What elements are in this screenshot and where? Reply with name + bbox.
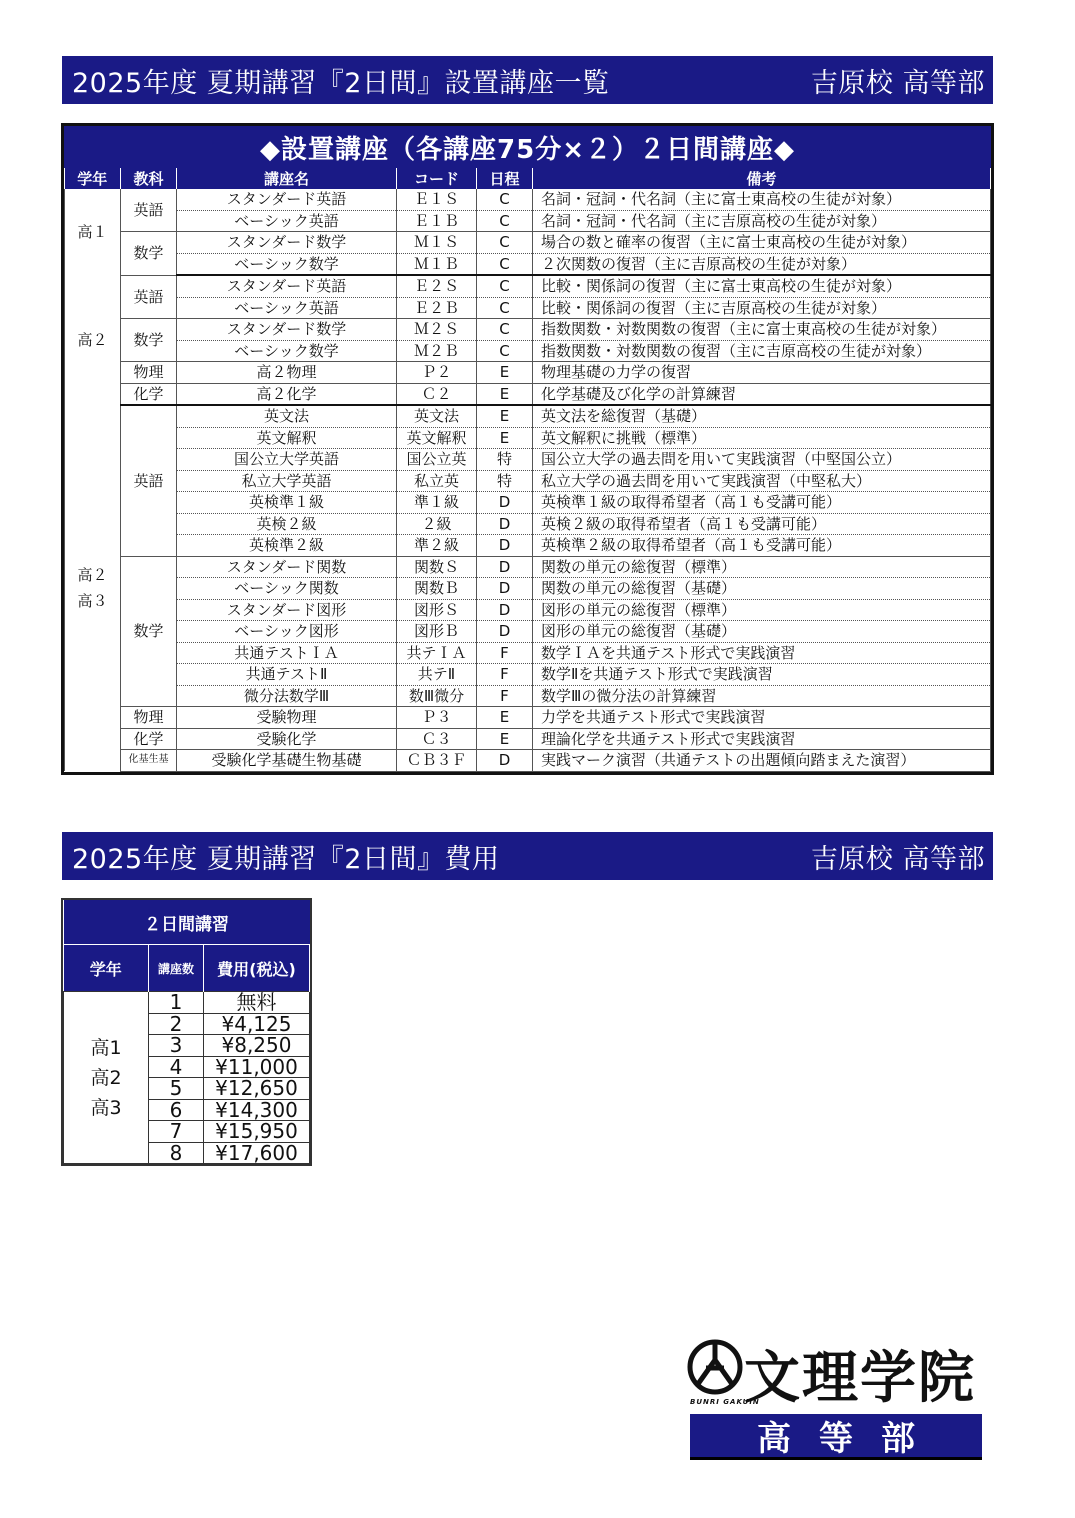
- fee-amount-cell: ¥4,125: [204, 1013, 310, 1035]
- subject-cell: 化学: [121, 728, 177, 750]
- code-cell: Ｅ１Ｂ: [397, 210, 477, 232]
- fee-count-cell: 2: [149, 1013, 204, 1035]
- course-name-cell: スタンダード関数: [177, 556, 397, 578]
- note-cell: 国公立大学の過去問を用いて実践演習（中堅国公立）: [533, 449, 991, 471]
- schedule-cell: F: [477, 685, 533, 707]
- banner-title: 2025年度 夏期講習『2日間』費用: [72, 843, 500, 875]
- course-table-box: [61, 123, 994, 775]
- code-cell: 関数Ｓ: [397, 556, 477, 578]
- code-cell: Ｍ２Ｂ: [397, 340, 477, 362]
- fee-amount-cell: ¥17,600: [204, 1142, 310, 1164]
- fee-amount-cell: ¥12,650: [204, 1078, 310, 1100]
- fee-table: [63, 900, 310, 1164]
- note-cell: 図形の単元の総復習（基礎）: [533, 621, 991, 643]
- table-row: [65, 449, 991, 471]
- schedule-cell: C: [477, 297, 533, 319]
- header-subject: 教科: [121, 168, 177, 189]
- grade-cell: 高１: [65, 189, 121, 275]
- table-row: [65, 340, 991, 362]
- note-cell: 関数の単元の総復習（標準）: [533, 556, 991, 578]
- schedule-cell: 特: [477, 449, 533, 471]
- grade-cell: 高２ 高３: [65, 405, 121, 771]
- schedule-cell: D: [477, 621, 533, 643]
- course-table: [64, 168, 991, 772]
- subject-cell: 英語: [121, 275, 177, 319]
- code-cell: 数Ⅲ微分: [397, 685, 477, 707]
- note-cell: 化学基礎及び化学の計算練習: [533, 383, 991, 405]
- course-name-cell: 高２物理: [177, 362, 397, 384]
- schedule-cell: D: [477, 599, 533, 621]
- course-name-cell: 共通テストⅡ: [177, 664, 397, 686]
- code-cell: ２級: [397, 513, 477, 535]
- subject-cell: 英語: [121, 405, 177, 556]
- table-row: [65, 253, 991, 275]
- table-row: [65, 492, 991, 514]
- course-name-cell: 国公立大学英語: [177, 449, 397, 471]
- subject-cell: 英語: [121, 189, 177, 232]
- table-row: [65, 427, 991, 449]
- course-name-cell: ベーシック図形: [177, 621, 397, 643]
- table-row: [65, 750, 991, 772]
- note-cell: 実践マーク演習（共通テストの出題傾向踏まえた演習）: [533, 750, 991, 772]
- code-cell: Ｃ３: [397, 728, 477, 750]
- table-row: [65, 319, 991, 341]
- course-name-cell: 受験化学基礎生物基礎: [177, 750, 397, 772]
- schedule-cell: E: [477, 405, 533, 427]
- fee-amount-cell: ¥14,300: [204, 1099, 310, 1121]
- code-cell: 準２級: [397, 535, 477, 557]
- note-cell: 数学Ⅱを共通テスト形式で実践演習: [533, 664, 991, 686]
- logo-dept: 高等部: [690, 1414, 982, 1460]
- schedule-cell: C: [477, 319, 533, 341]
- subject-cell: 数学: [121, 232, 177, 276]
- fee-amount-cell: 無料: [204, 992, 310, 1014]
- fee-count-cell: 4: [149, 1056, 204, 1078]
- course-name-cell: 英検準２級: [177, 535, 397, 557]
- header-schedule: 日程: [477, 168, 533, 189]
- table-row: [65, 362, 991, 384]
- note-cell: 理論化学を共通テスト形式で実践演習: [533, 728, 991, 750]
- fee-row: [64, 992, 310, 1014]
- code-cell: Ｅ２Ｂ: [397, 297, 477, 319]
- table-row: [65, 405, 991, 427]
- schedule-cell: F: [477, 642, 533, 664]
- table-row: [65, 556, 991, 578]
- course-name-cell: 英検２級: [177, 513, 397, 535]
- course-table-title: ◆設置講座（各講座75分×２）２日間講座◆: [64, 126, 991, 168]
- course-name-cell: スタンダード数学: [177, 232, 397, 254]
- table-row: [65, 728, 991, 750]
- code-cell: 図形Ｓ: [397, 599, 477, 621]
- note-cell: 英検２級の取得希望者（高１も受講可能）: [533, 513, 991, 535]
- schedule-cell: D: [477, 578, 533, 600]
- subject-cell: 数学: [121, 319, 177, 362]
- note-cell: 英検準１級の取得希望者（高１も受講可能）: [533, 492, 991, 514]
- course-name-cell: 私立大学英語: [177, 470, 397, 492]
- logo-name: 文理学院: [744, 1346, 976, 1411]
- code-cell: Ｍ１Ｂ: [397, 253, 477, 275]
- table-row: [65, 470, 991, 492]
- grade-cell: 高２: [65, 275, 121, 405]
- subject-cell: 物理: [121, 362, 177, 384]
- subject-cell: 化基生基: [121, 750, 177, 772]
- logo-mark-icon: [686, 1338, 744, 1396]
- note-cell: 英文解釈に挑戦（標準）: [533, 427, 991, 449]
- code-cell: 英文解釈: [397, 427, 477, 449]
- code-cell: 図形Ｂ: [397, 621, 477, 643]
- school-logo: [686, 1328, 982, 1464]
- note-cell: 数学Ⅲの微分法の計算練習: [533, 685, 991, 707]
- schedule-cell: 特: [477, 470, 533, 492]
- note-cell: 数学ＩＡを共通テスト形式で実践演習: [533, 642, 991, 664]
- fee-header-count: 講座数: [149, 945, 204, 992]
- course-table-header: [65, 168, 991, 189]
- note-cell: 指数関数・対数関数の復習（主に吉原高校の生徒が対象）: [533, 340, 991, 362]
- table-row: [65, 232, 991, 254]
- schedule-cell: D: [477, 535, 533, 557]
- table-row: [65, 297, 991, 319]
- course-name-cell: 英検準１級: [177, 492, 397, 514]
- logo-romaji: BUNRI GAKUIN: [690, 1398, 760, 1406]
- code-cell: 私立英: [397, 470, 477, 492]
- table-row: [65, 599, 991, 621]
- course-name-cell: 高２化学: [177, 383, 397, 405]
- schedule-cell: D: [477, 556, 533, 578]
- table-row: [65, 535, 991, 557]
- note-cell: ２次関数の復習（主に吉原高校の生徒が対象）: [533, 253, 991, 275]
- banner-school: 吉原校 高等部: [810, 67, 985, 99]
- course-name-cell: 受験物理: [177, 707, 397, 729]
- course-name-cell: 英文解釈: [177, 427, 397, 449]
- schedule-cell: D: [477, 750, 533, 772]
- schedule-cell: E: [477, 362, 533, 384]
- table-row: [65, 664, 991, 686]
- schedule-cell: E: [477, 707, 533, 729]
- course-name-cell: ベーシック英語: [177, 297, 397, 319]
- table-row: [65, 210, 991, 232]
- table-row: [65, 513, 991, 535]
- code-cell: Ｃ２: [397, 383, 477, 405]
- course-name-cell: 共通テストＩＡ: [177, 642, 397, 664]
- table-row: [65, 685, 991, 707]
- course-name-cell: ベーシック英語: [177, 210, 397, 232]
- table-row: [65, 707, 991, 729]
- header-course-name: 講座名: [177, 168, 397, 189]
- header-note: 備考: [533, 168, 991, 189]
- course-name-cell: 英文法: [177, 405, 397, 427]
- fee-count-cell: 6: [149, 1099, 204, 1121]
- course-name-cell: スタンダード数学: [177, 319, 397, 341]
- fee-amount-cell: ¥8,250: [204, 1035, 310, 1057]
- fee-amount-cell: ¥11,000: [204, 1056, 310, 1078]
- schedule-cell: E: [477, 728, 533, 750]
- course-name-cell: ベーシック数学: [177, 340, 397, 362]
- code-cell: ＣＢ３Ｆ: [397, 750, 477, 772]
- header-code: コード: [397, 168, 477, 189]
- course-list-banner: [62, 56, 993, 104]
- code-cell: 準１級: [397, 492, 477, 514]
- table-row: [65, 578, 991, 600]
- note-cell: 場合の数と確率の復習（主に富士東高校の生徒が対象）: [533, 232, 991, 254]
- course-name-cell: ベーシック関数: [177, 578, 397, 600]
- subject-cell: 物理: [121, 707, 177, 729]
- subject-cell: 化学: [121, 383, 177, 405]
- schedule-cell: C: [477, 340, 533, 362]
- code-cell: Ｐ３: [397, 707, 477, 729]
- schedule-cell: D: [477, 492, 533, 514]
- fee-header-fee: 費用(税込): [204, 945, 310, 992]
- fee-count-cell: 7: [149, 1121, 204, 1143]
- note-cell: 英文法を総復習（基礎）: [533, 405, 991, 427]
- course-name-cell: 受験化学: [177, 728, 397, 750]
- note-cell: 力学を共通テスト形式で実践演習: [533, 707, 991, 729]
- fee-banner: [62, 832, 993, 880]
- note-cell: 物理基礎の力学の復習: [533, 362, 991, 384]
- note-cell: 名詞・冠詞・代名詞（主に富士東高校の生徒が対象）: [533, 189, 991, 210]
- code-cell: Ｐ２: [397, 362, 477, 384]
- course-name-cell: スタンダード図形: [177, 599, 397, 621]
- fee-grade-cell: 高1 高2 高3: [64, 992, 149, 1164]
- code-cell: 国公立英: [397, 449, 477, 471]
- schedule-cell: C: [477, 232, 533, 254]
- fee-count-cell: 5: [149, 1078, 204, 1100]
- table-row: [65, 621, 991, 643]
- fee-count-cell: 8: [149, 1142, 204, 1164]
- code-cell: Ｍ２Ｓ: [397, 319, 477, 341]
- table-row: [65, 189, 991, 210]
- course-name-cell: スタンダード英語: [177, 275, 397, 297]
- code-cell: 関数Ｂ: [397, 578, 477, 600]
- note-cell: 図形の単元の総復習（標準）: [533, 599, 991, 621]
- schedule-cell: C: [477, 253, 533, 275]
- course-name-cell: 微分法数学Ⅲ: [177, 685, 397, 707]
- code-cell: Ｅ２Ｓ: [397, 275, 477, 297]
- schedule-cell: C: [477, 210, 533, 232]
- code-cell: Ｅ１Ｓ: [397, 189, 477, 210]
- schedule-cell: E: [477, 383, 533, 405]
- fee-table-title: ２日間講習: [64, 900, 310, 945]
- note-cell: 関数の単元の総復習（基礎）: [533, 578, 991, 600]
- fee-amount-cell: ¥15,950: [204, 1121, 310, 1143]
- banner-title: 2025年度 夏期講習『2日間』設置講座一覧: [72, 67, 610, 99]
- note-cell: 比較・関係詞の復習（主に吉原高校の生徒が対象）: [533, 297, 991, 319]
- header-grade: 学年: [65, 168, 121, 189]
- subject-cell: 数学: [121, 556, 177, 707]
- schedule-cell: C: [477, 275, 533, 297]
- table-row: [65, 275, 991, 297]
- fee-count-cell: 1: [149, 992, 204, 1014]
- code-cell: 共テＩＡ: [397, 642, 477, 664]
- code-cell: Ｍ１Ｓ: [397, 232, 477, 254]
- schedule-cell: E: [477, 427, 533, 449]
- schedule-cell: C: [477, 189, 533, 210]
- note-cell: 英検準２級の取得希望者（高１も受講可能）: [533, 535, 991, 557]
- fee-header-grade: 学年: [64, 945, 149, 992]
- code-cell: 英文法: [397, 405, 477, 427]
- note-cell: 指数関数・対数関数の復習（主に富士東高校の生徒が対象）: [533, 319, 991, 341]
- schedule-cell: F: [477, 664, 533, 686]
- code-cell: 共テⅡ: [397, 664, 477, 686]
- schedule-cell: D: [477, 513, 533, 535]
- course-name-cell: ベーシック数学: [177, 253, 397, 275]
- note-cell: 私立大学の過去問を用いて実践演習（中堅私大）: [533, 470, 991, 492]
- table-row: [65, 383, 991, 405]
- note-cell: 名詞・冠詞・代名詞（主に吉原高校の生徒が対象）: [533, 210, 991, 232]
- note-cell: 比較・関係詞の復習（主に富士東高校の生徒が対象）: [533, 275, 991, 297]
- course-name-cell: スタンダード英語: [177, 189, 397, 210]
- banner-school: 吉原校 高等部: [810, 843, 985, 875]
- fee-table-box: [61, 898, 312, 1166]
- table-row: [65, 642, 991, 664]
- fee-count-cell: 3: [149, 1035, 204, 1057]
